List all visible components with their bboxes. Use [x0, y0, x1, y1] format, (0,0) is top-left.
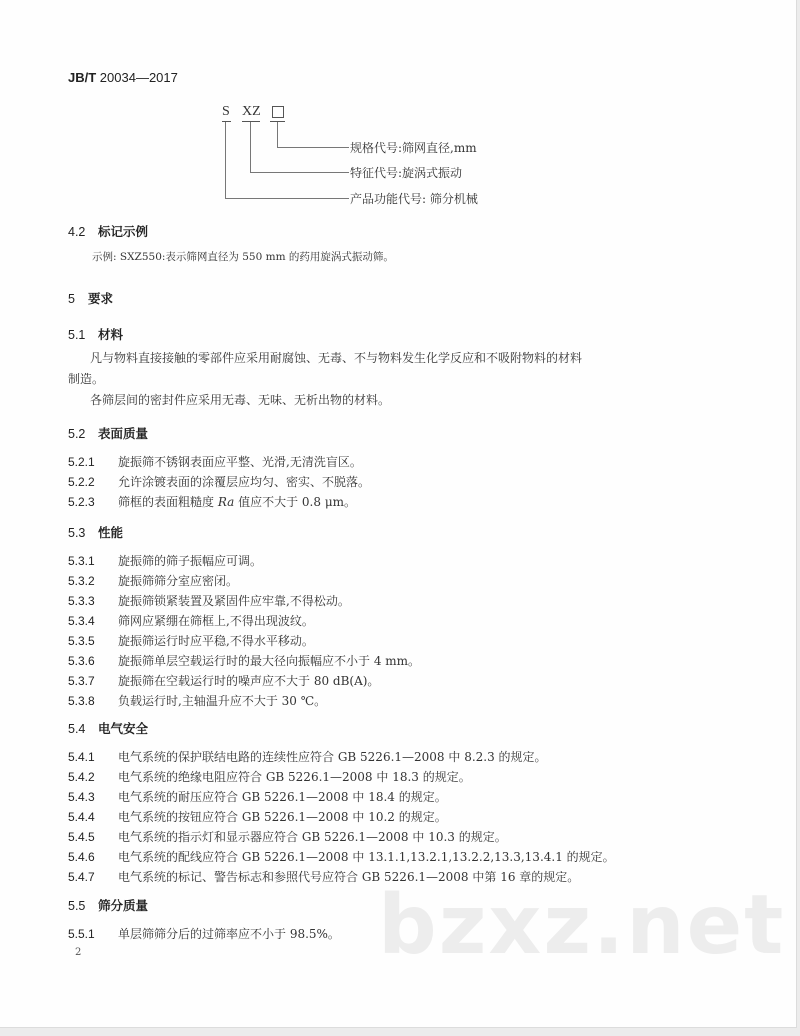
clause-5-2-1: 5.2.1 旋振筛不锈钢表面应平整、光滑,无清洗盲区。 [68, 455, 362, 469]
heading-5-5: 5.5 筛分质量 [68, 899, 149, 913]
label-spec-code: 规格代号:筛网直径,mm [350, 141, 477, 155]
materials-paragraph-1-line-2: 制造。 [68, 372, 105, 386]
code-feature: XZ [242, 104, 261, 119]
clause-5-4-4: 5.4.4 电气系统的按钮应符合 GB 5226.1—2008 中 10.2 的规定。 [68, 810, 447, 824]
roughness-symbol: Ra [217, 495, 235, 509]
heading-5-2: 5.2 表面质量 [68, 427, 149, 441]
underline-feature [242, 121, 260, 122]
clause-5-5-1: 5.5.1 单层筛筛分后的过筛率应不小于 98.5%。 [68, 927, 340, 941]
code-spec-box [272, 106, 284, 118]
clause-5-4-6: 5.4.6 电气系统的配线应符合 GB 5226.1—2008 中 13.1.1,13.2.1,13.2.2,13.3,13.4.1 的规定。 [68, 850, 615, 864]
clause-5-4-3: 5.4.3 电气系统的耐压应符合 GB 5226.1—2008 中 18.4 的规定。 [68, 790, 447, 804]
marking-example: 示例: SXZ550:表示筛网直径为 550 mm 的药用旋涡式振动筛。 [92, 251, 394, 263]
leader-function-horizontal [225, 198, 349, 199]
heading-5-3: 5.3 性能 [68, 526, 124, 540]
clause-5-2-2: 5.2.2 允许涂镀表面的涂覆层应均匀、密实、不脱落。 [68, 475, 371, 489]
clause-5-3-5: 5.3.5 旋振筛运行时应平稳,不得水平移动。 [68, 634, 314, 648]
clause-5-4-2: 5.4.2 电气系统的绝缘电阻应符合 GB 5226.1—2008 中 18.3 的规定。 [68, 770, 471, 784]
leader-feature-vertical [250, 122, 251, 172]
underline-function [222, 121, 231, 122]
label-feature-code: 特征代号:旋涡式振动 [350, 166, 463, 180]
clause-5-4-5: 5.4.5 电气系统的指示灯和显示器应符合 GB 5226.1—2008 中 10.3 的规定。 [68, 830, 507, 844]
clause-5-3-6: 5.3.6 旋振筛单层空载运行时的最大径向振幅应不小于 4 mm。 [68, 654, 421, 668]
watermark: bzxz.net [378, 878, 786, 973]
clause-5-3-8: 5.3.8 负载运行时,主轴温升应不大于 30 ℃。 [68, 694, 327, 708]
clause-5-3-1: 5.3.1 旋振筛的筛子振幅应可调。 [68, 554, 263, 568]
clause-5-4-7: 5.4.7 电气系统的标记、警告标志和参照代号应符合 GB 5226.1—2008 中第 16 章的规定。 [68, 870, 580, 884]
materials-paragraph-1-line-1: 凡与物料直接接触的零部件应采用耐腐蚀、无毒、不与物料发生化学反应和不吸附物料的材料 [90, 351, 583, 365]
leader-feature-horizontal [250, 172, 349, 173]
clause-5-2-3: 5.2.3 筛框的表面粗糙度 Ra 值应不大于 0.8 μm。 [68, 495, 357, 509]
heading-5: 5 要求 [68, 292, 114, 306]
leader-function-vertical [225, 122, 226, 198]
leader-spec-horizontal [277, 147, 349, 148]
standard-code: 20034—2017 [99, 70, 178, 85]
clause-5-3-7: 5.3.7 旋振筛在空载运行时的噪声应不大于 80 dB(A)。 [68, 674, 380, 688]
materials-paragraph-2: 各筛层间的密封件应采用无毒、无味、无析出物的材料。 [90, 393, 391, 407]
clause-5-3-4: 5.3.4 筛网应紧绷在筛框上,不得出现波纹。 [68, 614, 314, 628]
label-function-code: 产品功能代号: 筛分机械 [350, 192, 478, 206]
page-number: 2 [75, 947, 82, 958]
standard-prefix: JB/T [68, 70, 97, 85]
clause-5-3-2: 5.3.2 旋振筛筛分室应密闭。 [68, 574, 239, 588]
leader-spec-vertical [277, 122, 278, 147]
heading-4-2: 4.2 标记示例 [68, 225, 149, 239]
clause-5-4-1: 5.4.1 电气系统的保护联结电路的连续性应符合 GB 5226.1—2008 中 8.2.3 的规定。 [68, 750, 547, 764]
heading-5-1: 5.1 材料 [68, 328, 124, 342]
heading-5-4: 5.4 电气安全 [68, 722, 149, 736]
standard-number [68, 70, 178, 85]
clause-5-3-3: 5.3.3 旋振筛锁紧装置及紧固件应牢靠,不得松动。 [68, 594, 350, 608]
code-function: S [222, 104, 230, 119]
